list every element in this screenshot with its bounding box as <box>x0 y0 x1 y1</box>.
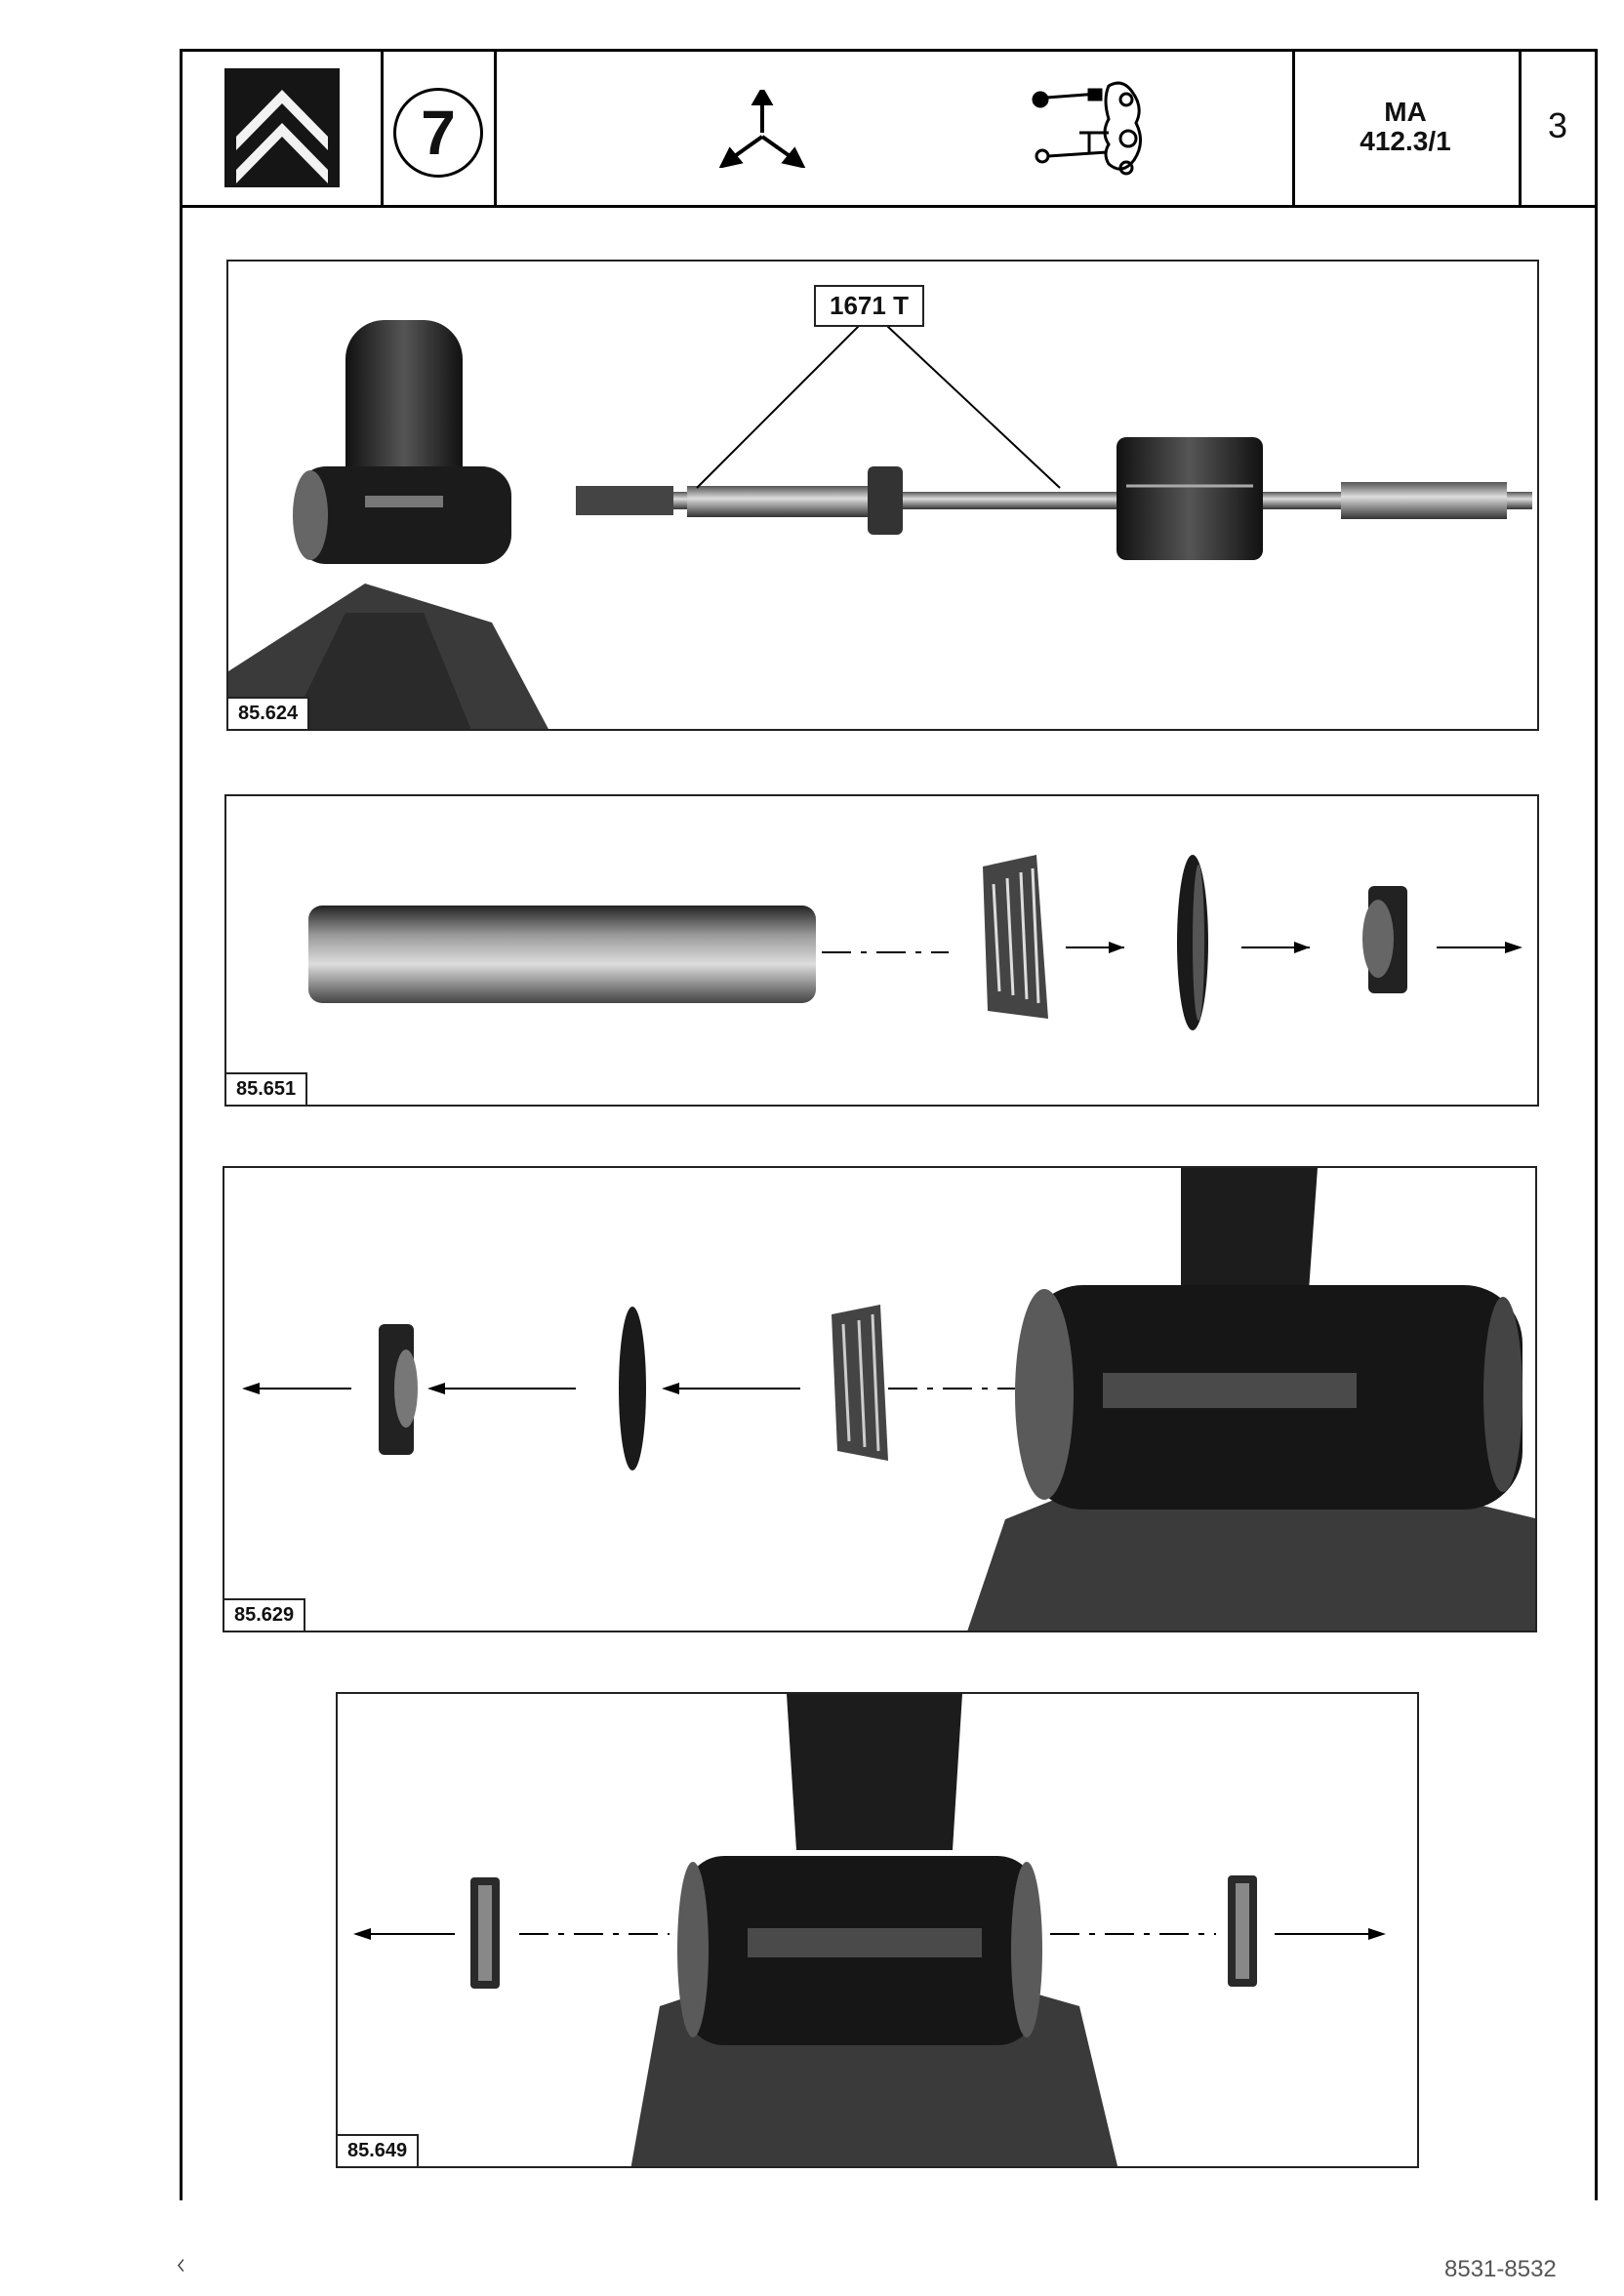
frame-left <box>180 49 183 2200</box>
drift-bearing-photo <box>226 796 1539 1107</box>
figure-85624 <box>226 260 1539 731</box>
chapter-number: 7 <box>421 98 456 168</box>
figure-85649 <box>336 1692 1419 2168</box>
suspension-arm-icon <box>1031 78 1157 187</box>
figure-label: 85.651 <box>226 1072 307 1105</box>
doc-reference-line2: 412.3/1 <box>1360 126 1451 156</box>
page-number: 3 <box>1547 105 1568 145</box>
extractor-photo <box>228 262 1539 731</box>
outer-bush-photo <box>338 1694 1419 2168</box>
figure-label: 85.649 <box>338 2134 419 2166</box>
frame-top <box>180 49 1598 52</box>
doc-reference-line1: MA <box>1384 97 1427 127</box>
figure-85651 <box>224 794 1539 1107</box>
figure-85629 <box>223 1166 1537 1632</box>
header-divider-3 <box>1292 51 1295 207</box>
footer-left-mark: ᚲ <box>172 2250 189 2282</box>
header-divider-1 <box>381 51 384 207</box>
header-divider-4 <box>1519 51 1522 207</box>
chapter-badge <box>393 88 483 178</box>
header-divider-2 <box>494 51 497 207</box>
figure-label: 85.624 <box>228 697 309 729</box>
figure-label: 85.629 <box>224 1598 305 1631</box>
brand-logo <box>224 68 340 187</box>
arm-removal-photo <box>224 1168 1537 1632</box>
tool-reference: 1671 T <box>814 285 924 327</box>
directions-icon <box>718 90 806 168</box>
doc-reference <box>1298 98 1513 156</box>
header-bottom-rule <box>180 205 1598 208</box>
frame-right <box>1595 49 1598 2200</box>
double-chevron-icon <box>224 68 340 187</box>
footer-code: 8531-8532 <box>1444 2256 1557 2282</box>
